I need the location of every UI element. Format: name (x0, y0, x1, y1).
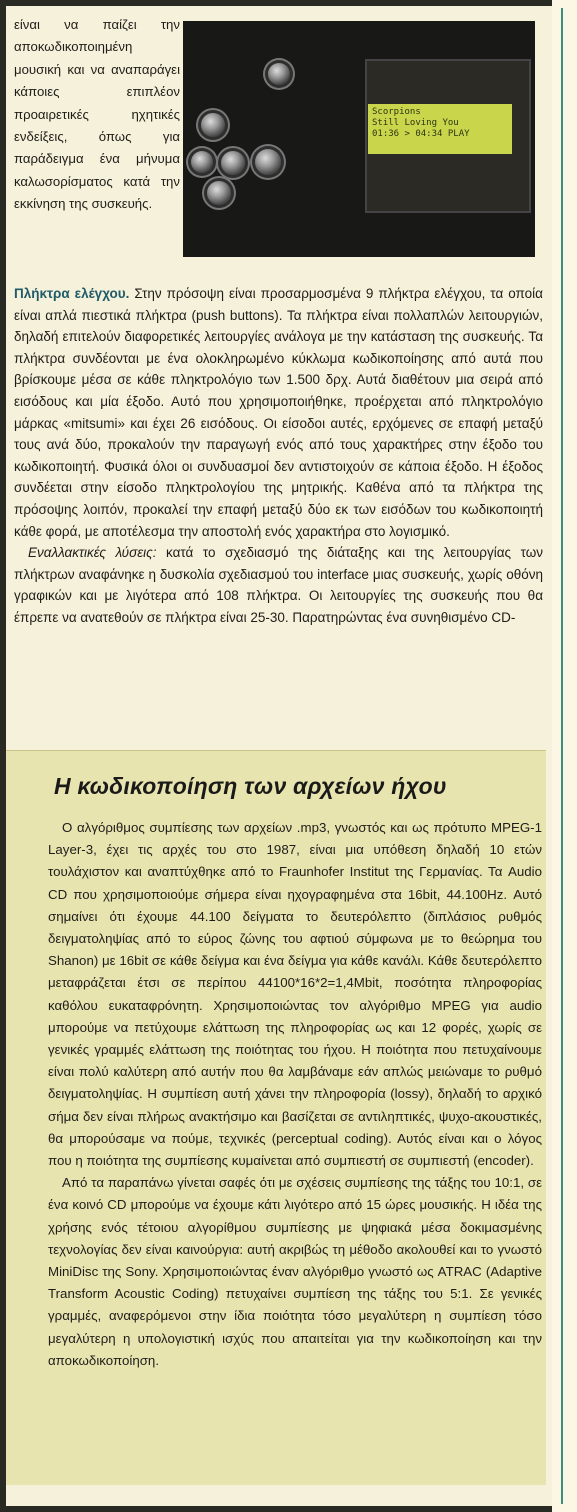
lcd-line: 01:36 > 04:34 PLAY (372, 129, 470, 139)
paragraph-lead: Εναλλακτικές λύσεις: (28, 545, 157, 561)
main-article-text (14, 283, 543, 629)
control-knob (221, 151, 245, 175)
lcd-line: Still Loving You (372, 118, 459, 128)
control-knob (207, 181, 231, 205)
lcd-line: Scorpions (372, 107, 421, 117)
control-knob (255, 149, 281, 175)
paragraph-body: κατά το σχεδιασμό της διάταξης και της λειτουργίας των πλήκτρων αναφάνηκε η δυσκολία σχεδιασμού του interface μιας συσκευής, χωρίς οθόνη γραφικών και με λιγότερα από 108 πλήκτρα. Οι λειτουργίες της συσκευής που θα έπρεπε να ανατεθούν σε πλήκτρα είναι 25-30. Παρατηρώντας ένα συνηθισμένο CD- (14, 545, 543, 625)
paragraph (14, 283, 543, 542)
paragraph: Από τα παραπάνω γίνεται σαφές ότι με σχέσεις συμπίεσης της τάξης του 10:1, σε ένα κοινό CD μπορούμε να έχουμε κάτι λιγότερο από 15 ώρες μουσικής. Η ιδέα της χρήσης ενός τέτοιου αλγορίθμου συμπίεσης με ψηφιακά μέσα δοκιμασμένης τεχνολογίας δεν είναι καινούργια: αυτή ακριβώς τη μέθοδο ακολουθεί και το γνωστό MiniDisc της Sony. Χρησιμοποιώντας έναν αλγόριθμο γνωστό ως ATRAC (Adaptive Transform Acoustic Coding) πετυχαίνει συμπίεση της τάξης του 5:1. Σε γενικές γραμμές, αναφερόμενοι στην ίδια ποιότητα τόσο μεγαλύτερη η συμπίεση τόσο μεγαλύτερη η υπολογιστική ισχύς που απαιτείται για την κωδικοποίηση και την αποκωδικοποίηση. (48, 1175, 542, 1368)
control-knob (191, 151, 213, 173)
intro-paragraph: είναι να παίζει την αποκωδικοποιημένη μουσική και να αναπαράγει κάποιες επιπλέον προαιρετικές ηχητικές ενδείξεις, όπως για παράδειγμα ένα μήνυμα καλωσορίσματος κατά την εκκίνηση της συσκευής. (14, 17, 180, 212)
device-photo (183, 21, 535, 257)
control-knob (201, 113, 225, 137)
paragraph (14, 542, 543, 628)
control-knob (268, 63, 290, 85)
page-margin (552, 0, 577, 1512)
column-rule (561, 8, 563, 1504)
section-heading: Πλήκτρα ελέγχου. (14, 286, 130, 301)
paragraph: Ο αλγόριθμος συμπίεσης των αρχείων .mp3, γνωστός και ως πρότυπο MPEG-1 Layer-3, έχει τις αρχές του στο 1987, είναι μια υπόθεση δηλαδή 10 ετών τουλάχιστον και αναπτύχθηκε από το Fraunhofer Institut της Γερμανίας. Τα Audio CD που χρησιμοποιούμε σήμερα είναι ηχογραφημένα στα 16bit, 44.100Hz. Αυτό σημαίνει ότι έχουμε 44.100 δείγματα το δευτερόλεπτο (διπλάσιος ρυθμός δειγματοληψίας από το εύρος ζώνης του αφτιού σύμφωνα με το θεώρημα του Shanon) με 16bit σε κάθε δείγμα και ένα δείγμα για κάθε κανάλι. Κάθε δευτερόλεπτο μεταφράζεται έτσι σε περίπου 44100*16*2=1,4Mbit, ποσότητα πληροφορίας καθόλου ευκαταφρόνητη. Χρησιμοποιώντας τον αλγόριθμο MPEG για audio μπορούμε να πετύχουμε ελάττωση της πληροφορίας ως και 12 φορές, χωρίς σε γενικές γραμμές ελάττωση της ποιότητας του ήχου. Η ποιότητα που πετυχαίνουμε είναι πολύ καλύτερη από αυτήν που θα λαμβάναμε εάν απλώς μειώναμε το ρυθμό δειγματοληψίας. Η συμπίεση αυτή χάνει την πληροφορία (lossy), δηλαδή το αρχικό σήμα δεν είναι πλήρως ανακτήσιμο και βασίζεται σε αντιληπτικές, ψυχο-ακουστικές, θα μπορούσαμε να πούμε, τεχνικές (perceptual coding). Αυτός είναι και ο λόγος που η ποιότητα της συμπίεσης κυμαίνεται από συμπιεστή σε συμπιεστή (encoder). (48, 820, 542, 1169)
paragraph-body: Στην πρόσοψη είναι προσαρμοσμένα 9 πλήκτρα ελέγχου, τα οποία είναι απλά πιεστικά πλήκτρα (push buttons). Τα πλήκτρα είναι πολλαπλών λειτουργιών, δηλαδή επιτελούν διαφορετικές λειτουργίες ανάλογα με την κατάσταση της συσκευής. Τα πλήκτρα συνδέονται με ένα ολοκληρωμένο κύκλωμα κωδικοποίησης από αυτά που βρίσκουμε μέσα σε κάθε πληκτρολόγιο των 1.500 δρχ. Αυτά διαθέτουν μια σειρά από εισόδους και μία έξοδο. Αυτό που χρησιμοποιήθηκε, προέρχεται από πληκτρολόγιο μάρκας «mitsumi» και έχει 26 εισόδους. Οι είσοδοι αυτές, ερχόμενες σε επαφή μεταξύ τους ανά δύο, προκαλούν την παραγωγή ενός από τους χαρακτήρες στην έξοδο του κωδικοποιητή. Φυσικά όλοι οι συνδυασμοί δεν αντιστοιχούν σε κάποια έξοδο. Η έξοδος συνδέεται στην είσοδο πληκτρολογίου της μητρικής. Καθένα από τα πλήκτρα της πρόσοψης λοιπόν, προκαλεί την επαφή μεταξύ δύο εκ των εισόδων του κωδικοποιητή κάθε φορά, με αποτέλεσμα την αποστολή ενός χαρακτήρα στο λογισμικό. (14, 286, 543, 539)
box-text (48, 817, 542, 1372)
lcd-display (368, 104, 512, 154)
box-title: Η κωδικοποίηση των αρχείων ήχου (54, 773, 447, 799)
